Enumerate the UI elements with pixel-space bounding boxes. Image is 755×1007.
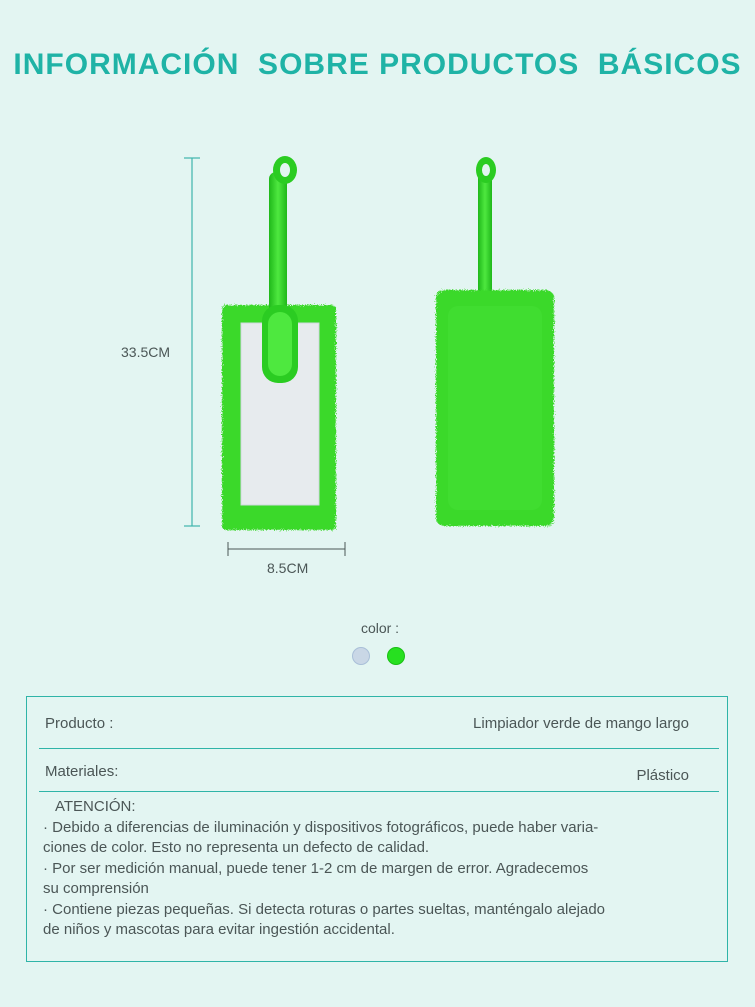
product-value: Limpiador verde de mango largo bbox=[473, 715, 689, 732]
note-line: · Contiene piezas pequeñas. Si detecta roturas o partes sueltas, manténgalo alejado bbox=[43, 900, 606, 918]
attention-notes bbox=[43, 797, 713, 941]
page-title: INFORMACIÓN SOBRE PRODUCTOS BÁSICOS bbox=[13, 48, 742, 81]
height-dimension-line bbox=[184, 158, 200, 526]
color-label: color : bbox=[360, 620, 400, 636]
product-info-box bbox=[26, 696, 728, 962]
product-illustration bbox=[0, 140, 755, 600]
note-line: su comprensión bbox=[43, 880, 149, 897]
materials-value: Plástico bbox=[636, 767, 689, 784]
color-swatch-light[interactable] bbox=[352, 647, 370, 665]
note-line: ciones de color. Esto no representa un defecto de calidad. bbox=[43, 839, 430, 856]
product-label: Producto : bbox=[45, 715, 114, 732]
cleaner-back-view bbox=[222, 156, 336, 530]
cleaner-front-view bbox=[436, 157, 554, 526]
divider bbox=[39, 748, 719, 749]
width-label: 8.5CM bbox=[267, 560, 309, 576]
note-line: de niños y mascotas para evitar ingestión accidental. bbox=[43, 921, 395, 938]
materials-label: Materiales: bbox=[45, 763, 119, 780]
note-line: · Por ser medición manual, puede tener 1-2 cm de margen de error. Agradecemos bbox=[43, 859, 589, 877]
attention-title: ATENCIÓN: bbox=[55, 798, 136, 815]
note-line: · Debido a diferencias de iluminación y dispositivos fotográficos, puede haber varia- bbox=[43, 818, 599, 836]
width-dimension-line bbox=[228, 542, 345, 556]
color-swatch-green[interactable] bbox=[387, 647, 405, 665]
height-label: 33.5CM bbox=[121, 344, 171, 360]
divider bbox=[39, 791, 719, 792]
